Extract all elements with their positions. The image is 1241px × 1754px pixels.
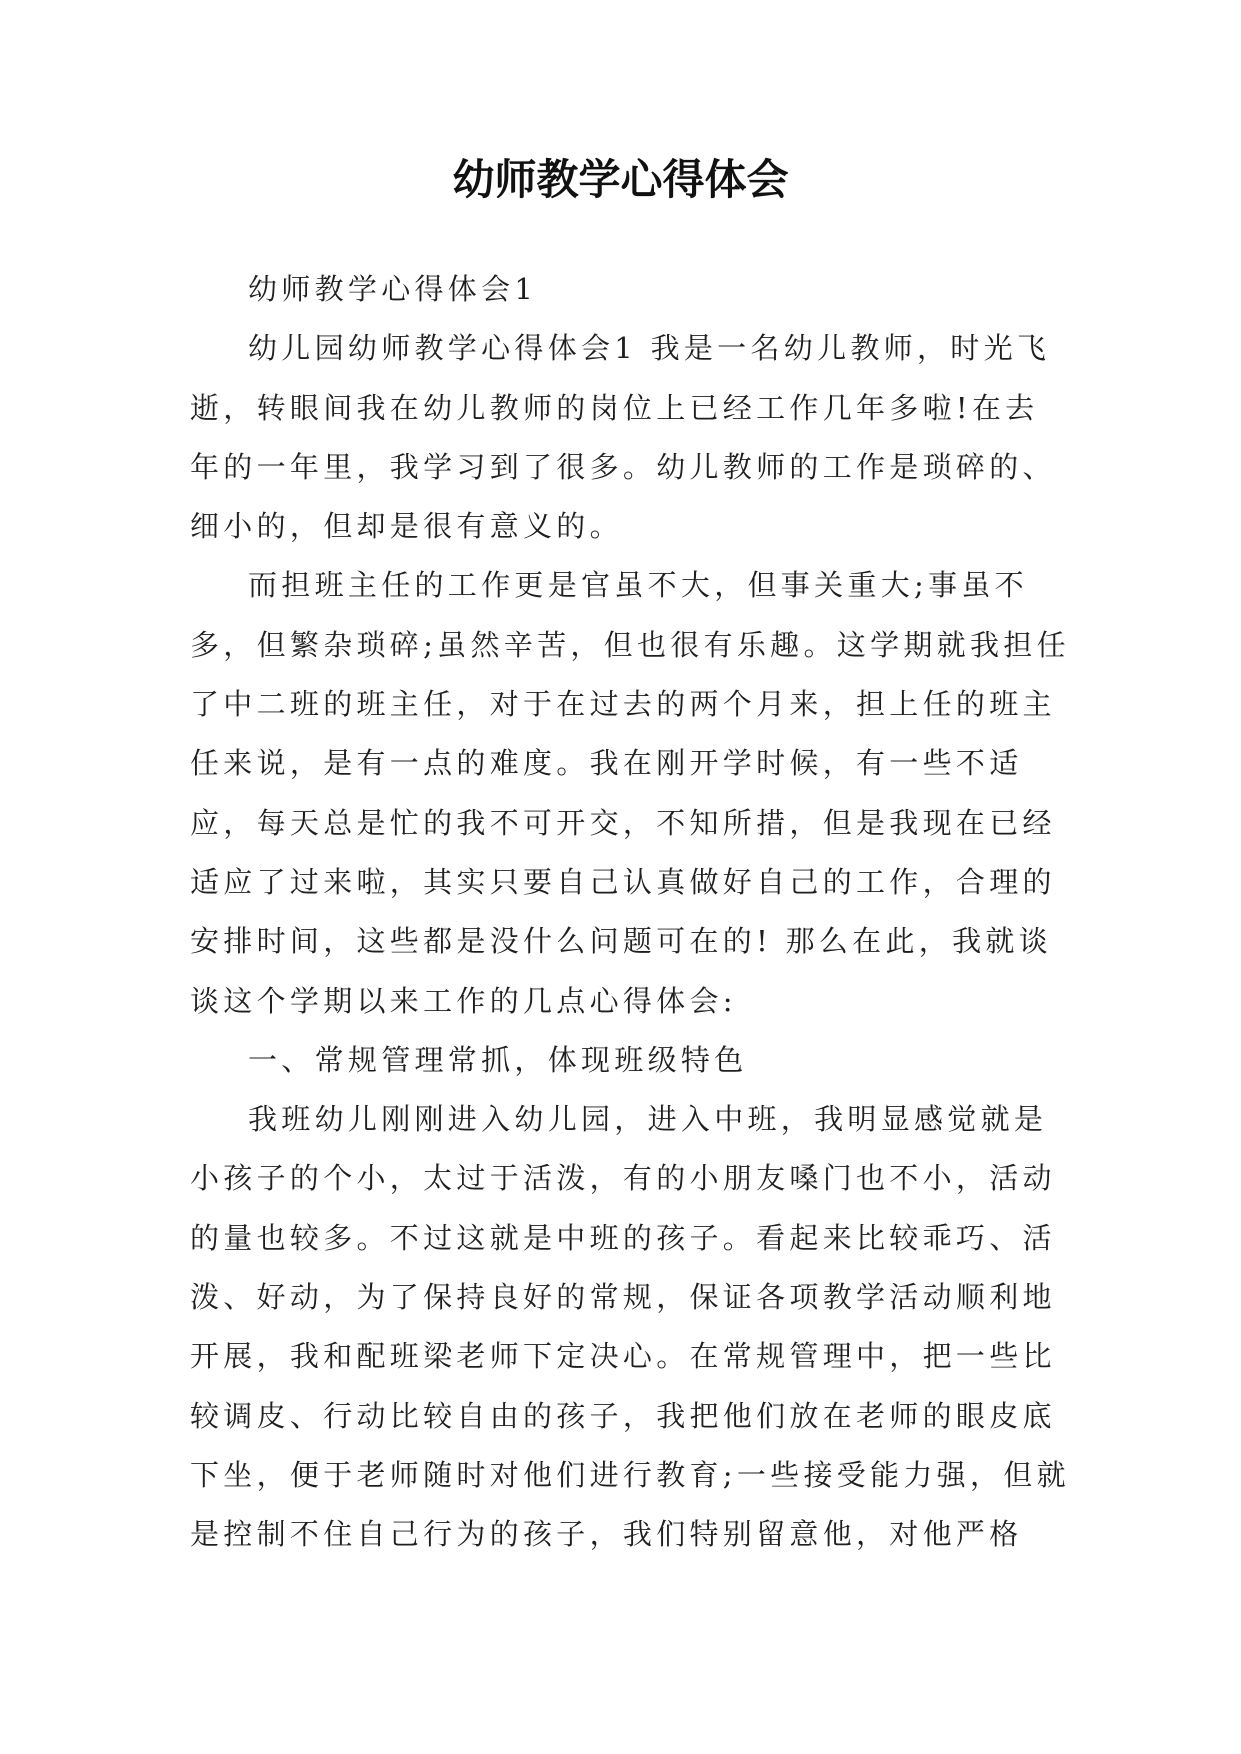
paragraph: 幼儿园幼师教学心得体会1 我是一名幼儿教师，时光飞逝，转眼间我在幼儿教师的岗位上已经工作几年多啦!在去年的一年里，我学习到了很多。幼儿教师的工作是琐碎的、细小的，但却是很有意义的。 (190, 331, 1056, 544)
document-body (190, 260, 1070, 1565)
document-title: 幼师教学心得体会 (452, 155, 789, 204)
section-heading: 一、常规管理常抓，体现班级特色 (248, 1042, 748, 1077)
paragraph: 而担班主任的工作更是官虽不大，但事关重大;事虽不多，但繁杂琐碎;虽然辛苦，但也很有乐趣。这学期就我担任了中二班的班主任，对于在过去的两个月来，担上任的班主任来说，是有一点的难度。我在刚开学时候，有一些不适应，每天总是忙的我不可开交，不知所措，但是我现在已经适应了过来啦，其实只要自己认真做好自己的工作，合理的安排时间，这些都是没什么问题可在的! 那么在此，我就谈谈这个学期以来工作的几点心得体会: (190, 568, 1070, 1018)
section-heading: 幼师教学心得体会1 (248, 272, 538, 306)
paragraph: 我班幼儿刚刚进入幼儿园，进入中班，我明显感觉就是小孩子的个小，太过于活泼，有的小朋友嗓门也不小，活动的量也较多。不过这就是中班的孩子。看起来比较乖巧、活泼、好动，为了保持良好的常规，保证各项教学活动顺利地开展，我和配班梁老师下定决心。在常规管理中，把一些比较调皮、行动比较自由的孩子，我把他们放在老师的眼皮底下坐，便于老师随时对他们进行教育;一些接受能力强，但就是控制不住自己行为的孩子，我们特别留意他，对他严格 (190, 1102, 1070, 1552)
